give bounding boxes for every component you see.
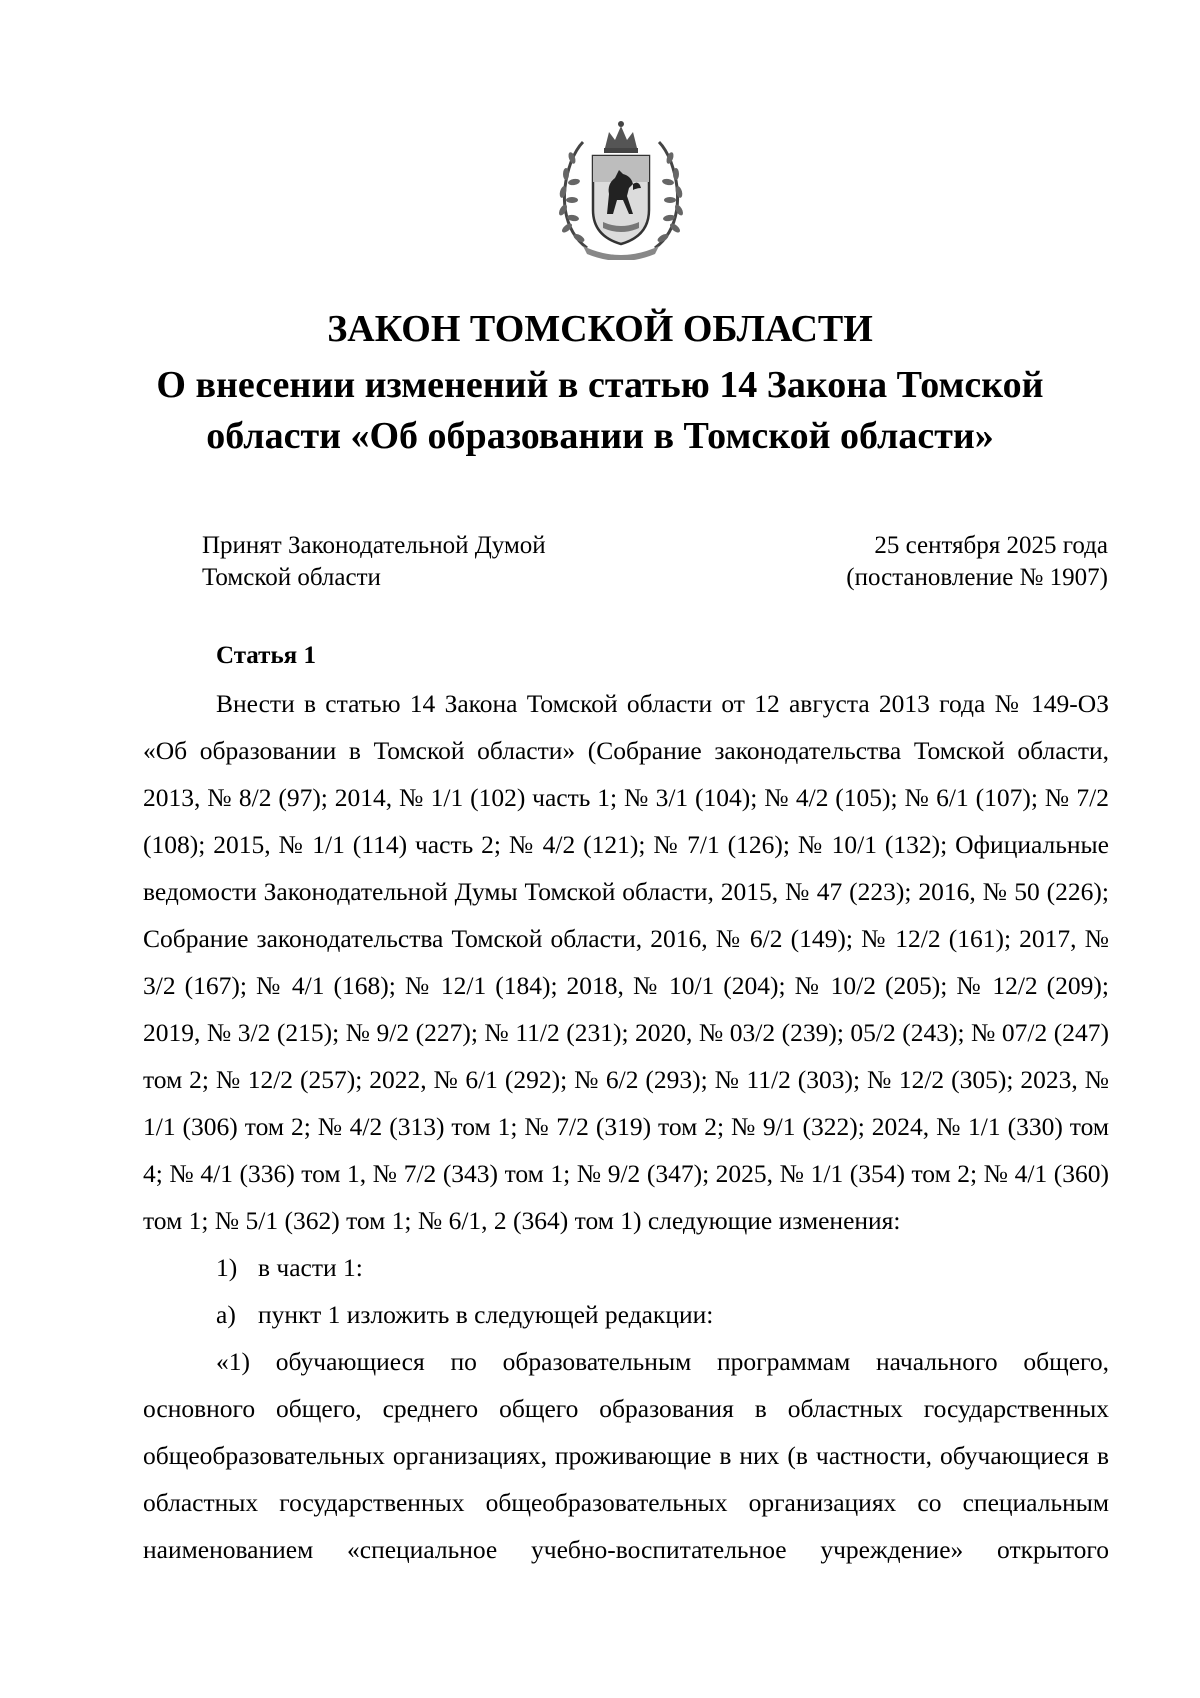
article-heading: Статья 1: [216, 642, 316, 669]
list-item-a: [143, 1291, 1109, 1338]
list-item-a-number: а): [216, 1300, 236, 1329]
document-subtitle: [0, 360, 1200, 462]
article-intro-paragraph: Внести в статью 14 Закона Томской области от 12 августа 2013 года № 149-ОЗ «Об образовании в Томской области» (Собрание законодательства Томской области, 2013, № 8/2 (97); 2014, № 1/1 (102) часть 1; № 3/1 (104); № 4/2 (105); № 6/1 (107); № 7/2 (108); 2015, № 1/1 (114) часть 2; № 4/2 (121); № 7/1 (126); № 10/1 (132); Официальные ведомости Законодательной Думы Томской области, 2015, № 47 (223); 2016, № 50 (226); Собрание законодательства Томской области, 2016, № 6/2 (149); № 12/2 (161); 2017, № 3/2 (167); № 4/1 (168); № 12/1 (184); 2018, № 10/1 (204); № 10/2 (205); № 12/2 (209); 2019, № 3/2 (215); № 9/2 (227); № 11/2 (231); 2020, № 03/2 (239); 05/2 (243); № 07/2 (247) том 2; № 12/2 (257); 2022, № 6/1 (292); № 6/2 (293); № 11/2 (303); № 12/2 (305); 2023, № 1/1 (306) том 2; № 4/2 (313) том 1; № 7/2 (319) том 2; № 9/1 (322); 2024, № 1/1 (330) том 4; № 4/1 (336) том 1, № 7/2 (343) том 1; № 9/2 (347); 2025, № 1/1 (354) том 2; № 4/1 (360) том 1; № 5/1 (362) том 1; № 6/1, 2 (364) том 1) следующие изменения:: [143, 689, 1109, 1235]
list-item-1-text: в части 1:: [258, 1253, 363, 1282]
subtitle-line-2: области «Об образовании в Томской области»: [206, 415, 994, 457]
list-item-1: [143, 1244, 1109, 1291]
adoption-date: 25 сентября 2025 года: [874, 532, 1108, 559]
subtitle-line-1: О внесении изменений в статью 14 Закона Томской: [156, 364, 1044, 406]
document-title: ЗАКОН ТОМСКОЙ ОБЛАСТИ: [327, 308, 873, 350]
adoption-date-block: [846, 530, 1108, 594]
adopted-by-line-2: Томской области: [202, 564, 381, 591]
resolution-number: (постановление № 1907): [846, 564, 1108, 591]
quoted-paragraph: «1) обучающиеся по образовательным программам начального общего, основного общего, среднего общего образования в областных государственных общеобразовательных организациях, проживающие в них (в частности, обучающиеся в областных государственных общеобразовательных организациях со специальным наименованием «специальное учебно-воспитательное учреждение» открытого: [143, 1347, 1109, 1564]
tomsk-coat-of-arms-icon: [557, 118, 685, 260]
adopted-by-line-1: Принят Законодательной Думой: [202, 532, 546, 559]
adopted-by-block: [202, 530, 546, 594]
article-body: [143, 680, 1109, 1573]
list-item-1-number: 1): [216, 1253, 238, 1282]
list-item-a-text: пункт 1 изложить в следующей редакции:: [258, 1300, 714, 1329]
